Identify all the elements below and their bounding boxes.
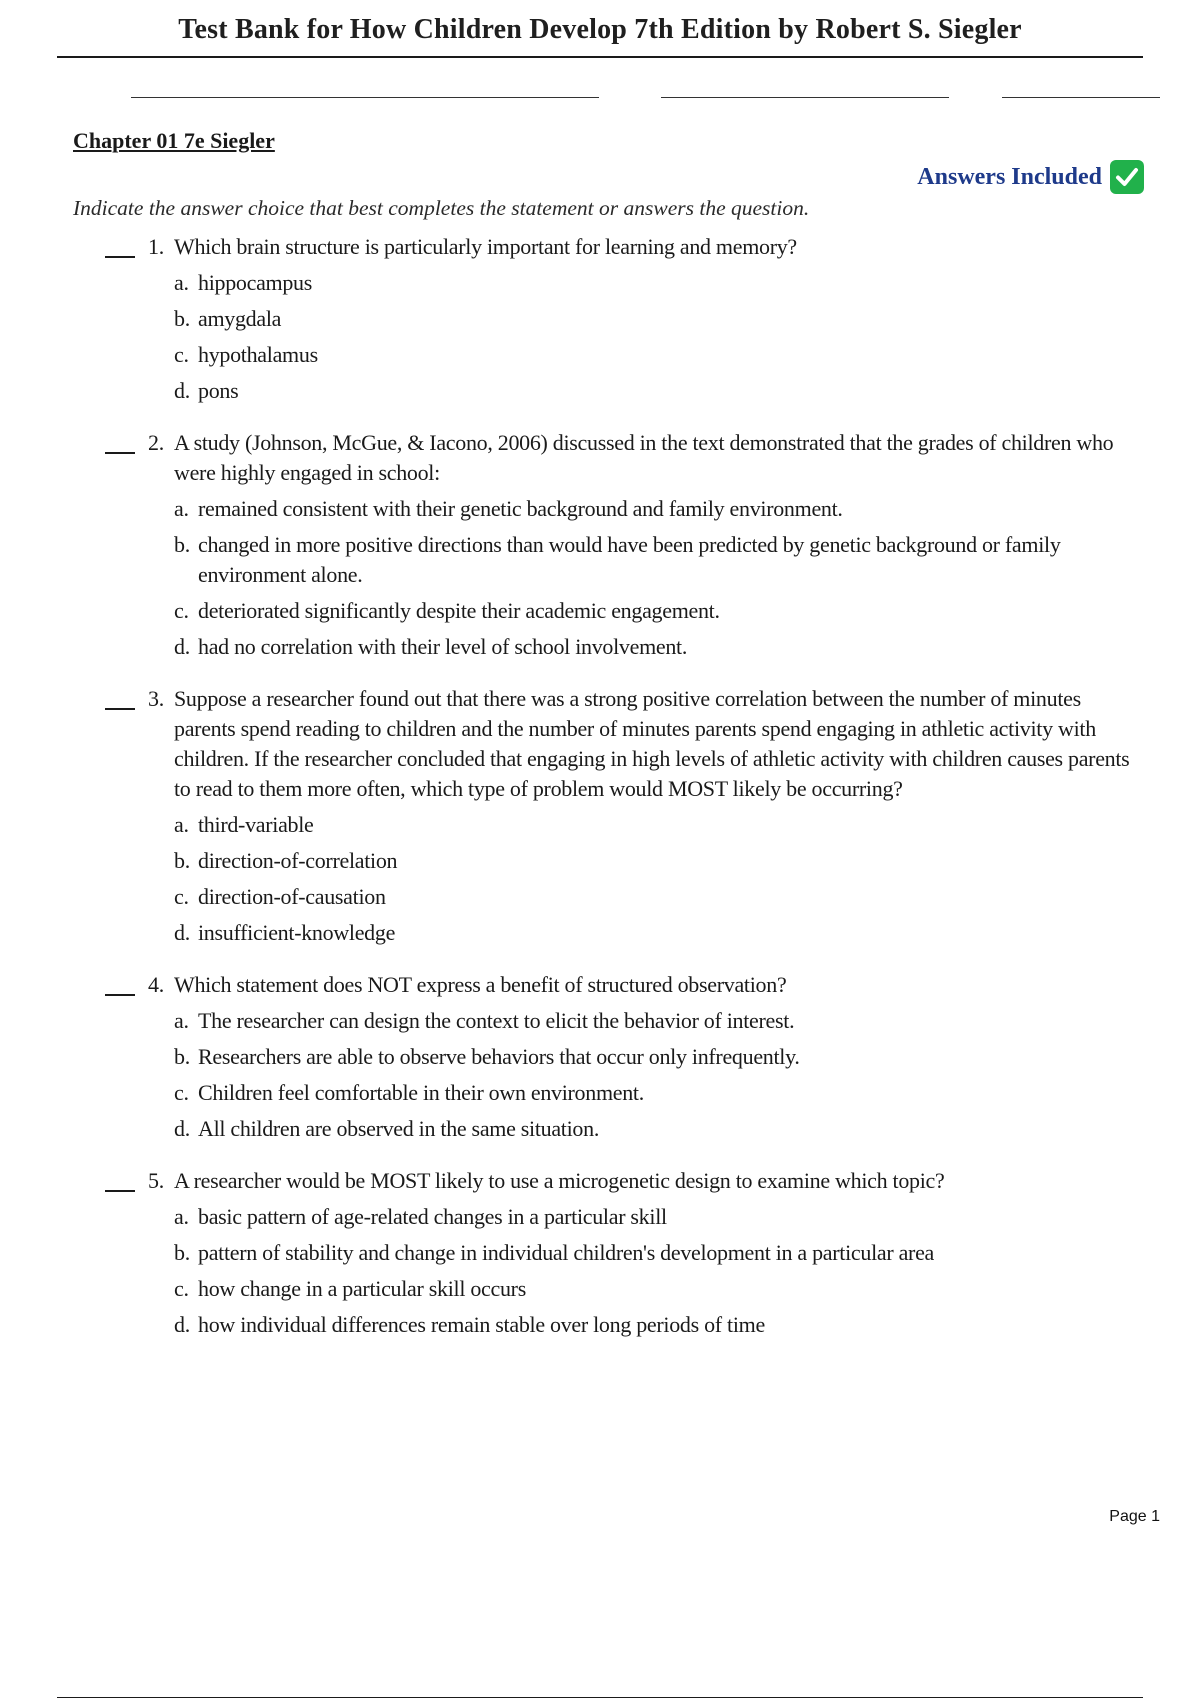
answer-options (174, 810, 1144, 948)
option-text: pons (198, 378, 239, 403)
option-text: All children are observed in the same situation. (198, 1116, 600, 1141)
answer-blank[interactable] (105, 256, 135, 258)
option-text: changed in more positive directions than would have been predicted by genetic background or family environment alone. (198, 532, 1061, 587)
option-letter: a. (174, 1008, 189, 1033)
question-number: 5. (148, 1168, 164, 1193)
question-number: 2. (148, 430, 164, 455)
answer-blank[interactable] (105, 994, 135, 996)
option-text: hypothalamus (198, 342, 318, 367)
answer-option (174, 494, 1144, 524)
option-text: basic pattern of age-related changes in a particular skill (198, 1204, 667, 1229)
answer-option (174, 1114, 1144, 1144)
question-row (0, 428, 1200, 488)
instructions: Indicate the answer choice that best completes the statement or answers the question. (73, 196, 810, 220)
option-text: pattern of stability and change in individual children's development in a particular area (198, 1240, 934, 1265)
option-letter: d. (174, 1116, 190, 1141)
answer-blank[interactable] (105, 1190, 135, 1192)
option-letter: a. (174, 270, 189, 295)
question-text: Which statement does NOT express a benefit of structured observation? (174, 972, 787, 997)
option-letter: b. (174, 1240, 190, 1265)
answer-option (174, 1042, 1144, 1072)
answer-option (174, 882, 1144, 912)
question-item (0, 232, 1200, 406)
option-text: third-variable (198, 812, 314, 837)
date-blank-line (1002, 97, 1160, 98)
option-text: deteriorated significantly despite their academic engagement. (198, 598, 720, 623)
option-letter: a. (174, 812, 189, 837)
option-letter: c. (174, 342, 189, 367)
question-text: A researcher would be MOST likely to use a microgenetic design to examine which topic? (174, 1168, 945, 1193)
question-number: 1. (148, 234, 164, 259)
question-text: A study (Johnson, McGue, & Iacono, 2006) discussed in the text demonstrated that the grades of children who were highly engaged in school: (174, 430, 1114, 485)
answer-option (174, 1310, 1144, 1340)
question-number: 4. (148, 972, 164, 997)
bottom-divider (57, 1697, 1143, 1698)
option-text: amygdala (198, 306, 282, 331)
answer-option (174, 1274, 1144, 1304)
option-letter: b. (174, 306, 190, 331)
question-number: 3. (148, 686, 164, 711)
question-text: Suppose a researcher found out that there was a strong positive correlation between the number of minutes parents spend reading to children and the number of minutes parents spend engaging in athletic activity with children. If the researcher concluded that engaging in high levels of athletic activity with children causes parents to read to them more often, which type of problem would MOST likely be occurring? (174, 686, 1130, 801)
answer-blank[interactable] (105, 452, 135, 454)
answer-option (174, 632, 1144, 662)
question-item (0, 1166, 1200, 1340)
answer-option (174, 846, 1144, 876)
name-blank-line (131, 97, 599, 98)
option-text: The researcher can design the context to elicit the behavior of interest. (198, 1008, 795, 1033)
answer-option (174, 1202, 1144, 1232)
option-text: had no correlation with their level of school involvement. (198, 634, 688, 659)
answer-options (174, 494, 1144, 662)
option-letter: b. (174, 848, 190, 873)
option-text: insufficient-knowledge (198, 920, 396, 945)
question-row (0, 970, 1200, 1000)
answer-options (174, 1202, 1144, 1340)
option-text: hippocampus (198, 270, 313, 295)
question-row (0, 684, 1200, 804)
answer-options (174, 268, 1144, 406)
answer-option (174, 376, 1144, 406)
option-text: remained consistent with their genetic background and family environment. (198, 496, 843, 521)
class-blank-line (661, 97, 949, 98)
answers-included-label: Answers Included (917, 163, 1102, 190)
answer-option (174, 596, 1144, 626)
question-list (0, 232, 1200, 1362)
option-text: how individual differences remain stable over long periods of time (198, 1312, 765, 1337)
option-letter: b. (174, 1044, 190, 1069)
question-item (0, 428, 1200, 662)
option-letter: c. (174, 1276, 189, 1301)
answer-option (174, 304, 1144, 334)
document-title: Test Bank for How Children Develop 7th Edition by Robert S. Siegler (178, 14, 1022, 45)
option-letter: a. (174, 1204, 189, 1229)
question-item (0, 684, 1200, 948)
option-text: direction-of-causation (198, 884, 386, 909)
option-text: Children feel comfortable in their own environment. (198, 1080, 644, 1105)
option-text: direction-of-correlation (198, 848, 398, 873)
answer-option (174, 1006, 1144, 1036)
answer-option (174, 340, 1144, 370)
answer-option (174, 918, 1144, 948)
answer-option (174, 1238, 1144, 1268)
option-letter: d. (174, 378, 190, 403)
option-letter: a. (174, 496, 189, 521)
answer-option (174, 268, 1144, 298)
option-letter: c. (174, 884, 189, 909)
chapter-heading: Chapter 01 7e Siegler (73, 128, 275, 153)
question-text: Which brain structure is particularly important for learning and memory? (174, 234, 797, 259)
answer-options (174, 1006, 1144, 1144)
option-text: Researchers are able to observe behaviors that occur only infrequently. (198, 1044, 800, 1069)
answer-blank[interactable] (105, 708, 135, 710)
option-letter: c. (174, 1080, 189, 1105)
answer-option (174, 810, 1144, 840)
question-row (0, 232, 1200, 262)
page-number: Page 1 (1109, 1508, 1160, 1525)
option-letter: b. (174, 532, 190, 557)
check-icon (1110, 160, 1144, 194)
option-letter: d. (174, 634, 190, 659)
option-text: how change in a particular skill occurs (198, 1276, 526, 1301)
answer-option (174, 1078, 1144, 1108)
title-divider (57, 56, 1143, 58)
answers-included-badge (917, 160, 1144, 194)
question-item (0, 970, 1200, 1144)
question-row (0, 1166, 1200, 1196)
option-letter: d. (174, 1312, 190, 1337)
answer-option (174, 530, 1144, 590)
option-letter: c. (174, 598, 189, 623)
option-letter: d. (174, 920, 190, 945)
